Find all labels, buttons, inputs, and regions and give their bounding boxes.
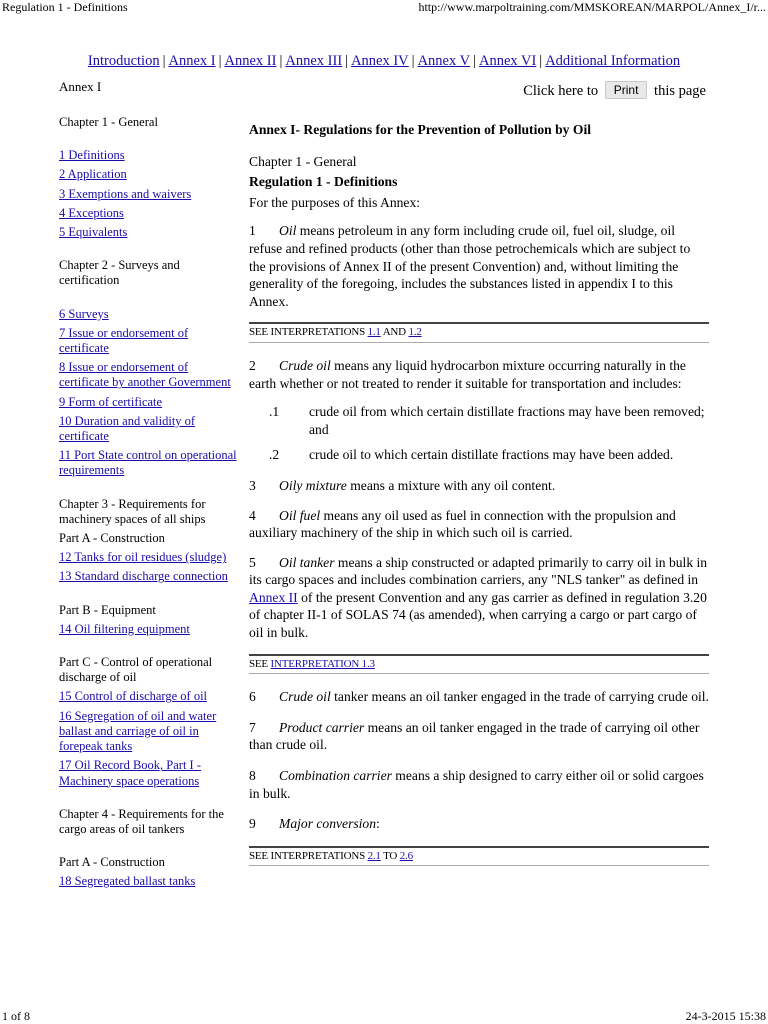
- print-text-after: this page: [654, 83, 706, 99]
- interpretation-link-1-2[interactable]: 1.2: [408, 326, 422, 339]
- interpretation-link-2-6[interactable]: 2.6: [399, 849, 413, 862]
- definition-2-sub-1: .1 crude oil from which certain distillate fractions may have been removed; and: [269, 404, 705, 437]
- sidebar-chapter-4: Chapter 4 - Requirements for the cargo areas of oil tankers: [59, 806, 224, 836]
- nav-annex-3[interactable]: Annex III: [285, 53, 343, 69]
- sidebar-part-c: Part C - Control of operational discharge of oil: [59, 655, 213, 685]
- definition-4: 4 Oil fuel means any oil used as fuel in connection with the propulsion and auxiliary machinery of the ship in which such oil is carried.: [249, 507, 676, 541]
- interpretation-note-2: SEE INTERPRETATION 1.3: [249, 657, 375, 670]
- sidebar-link[interactable]: 8 Issue or endorsement of certificate by another Government: [59, 360, 231, 390]
- definition-8: 8 Combination carrier means a ship designed to carry either oil or solid cargoes in bulk.: [249, 768, 704, 801]
- annex-ii-link[interactable]: Annex II: [249, 589, 298, 605]
- sidebar-link[interactable]: 15 Control of discharge of oil: [59, 689, 208, 704]
- sidebar-link[interactable]: 16 Segregation of oil and water ballast and carriage of oil in forepeak tanks: [59, 708, 217, 754]
- sidebar-link[interactable]: 3 Exemptions and waivers: [59, 186, 192, 201]
- nav-annex-1[interactable]: Annex I: [168, 53, 216, 69]
- main-content: [249, 121, 709, 866]
- definition-3: 3 Oily mixture means a mixture with any oil content.: [249, 477, 556, 493]
- definition-2-sub-2: .2 crude oil to which certain distillate fractions may have been added.: [269, 447, 674, 463]
- definition-7: 7 Product carrier means an oil tanker engaged in the trade of carrying oil other than crude oil.: [249, 719, 700, 753]
- definition-9: 9 Major conversion:: [249, 816, 380, 832]
- definition-6: 6 Crude oil tanker means an oil tanker engaged in the trade of carrying crude oil.: [249, 689, 709, 705]
- sidebar-link[interactable]: 12 Tanks for oil residues (sludge): [59, 550, 227, 565]
- print-datetime: 24-3-2015 15:38: [685, 1009, 766, 1023]
- nav-annex-4[interactable]: Annex IV: [351, 53, 409, 69]
- nav-annex-5[interactable]: Annex V: [417, 53, 471, 69]
- annex-title: Annex I- Regulations for the Prevention of Pollution by Oil: [249, 122, 591, 137]
- definition-5: 5 Oil tanker means a ship constructed or adapted primarily to carry oil in bulk in its cargo spaces and includes combination carriers, any "NLS tanker" as defined in Annex II of the present Convention and any gas carrier as defined in regulation 3.20 of chapter II-1 of SOLAS 74 (as amended), when carrying a cargo or part cargo of oil in bulk.: [249, 554, 708, 641]
- sidebar-link[interactable]: 4 Exceptions: [59, 205, 124, 220]
- annex-label: Annex I: [59, 79, 102, 94]
- print-row: [523, 81, 706, 100]
- definition-2: 2 Crude oil means any liquid hydrocarbon mixture occurring naturally in the earth whether or not treated to render it suitable for transportation and includes:: [249, 357, 686, 391]
- interpretation-link-1-1[interactable]: 1.1: [367, 326, 381, 339]
- sidebar-link[interactable]: 5 Equivalents: [59, 225, 128, 240]
- interpretation-link-1-3[interactable]: INTERPRETATION 1.3: [270, 657, 375, 670]
- print-text-before: Click here to: [523, 83, 599, 99]
- sidebar-part-b: Part B - Equipment: [59, 602, 156, 617]
- print-button[interactable]: Print: [605, 81, 648, 99]
- sidebar-link[interactable]: 13 Standard discharge connection: [59, 569, 228, 584]
- sidebar-link[interactable]: 9 Form of certificate: [59, 394, 163, 409]
- page-header-url: http://www.marpoltraining.com/MMSKOREAN/MARPOL/Annex_I/r...: [418, 0, 766, 14]
- sidebar-chapter-2: Chapter 2 - Surveys and certification: [59, 258, 180, 288]
- sidebar-link[interactable]: 7 Issue or endorsement of certificate: [59, 325, 189, 356]
- chapter-heading: Chapter 1 - General: [249, 153, 357, 169]
- nav-additional-information[interactable]: Additional Information: [545, 53, 681, 69]
- sidebar-part-a: Part A - Construction: [59, 531, 165, 546]
- sidebar-toc: [59, 115, 241, 890]
- sidebar-link[interactable]: 17 Oil Record Book, Part I - Machinery space operations: [59, 758, 201, 788]
- sidebar-chapter-1: Chapter 1 - General: [59, 115, 158, 129]
- interpretation-note-3: SEE INTERPRETATIONS 2.1 TO 2.6: [249, 849, 413, 862]
- sidebar-chapter-3: Chapter 3 - Requirements for machinery spaces of all ships: [59, 496, 206, 526]
- sidebar-part-a-cargo: Part A - Construction: [59, 855, 165, 870]
- sidebar-link[interactable]: 2 Application: [59, 167, 127, 182]
- sidebar-link[interactable]: 1 Definitions: [59, 148, 125, 163]
- sidebar-link[interactable]: 14 Oil filtering equipment: [59, 621, 190, 636]
- page-number: 1 of 8: [2, 1009, 30, 1023]
- sidebar-link[interactable]: 10 Duration and validity of certificate: [59, 413, 196, 444]
- regulation-heading: Regulation 1 - Definitions: [249, 174, 398, 190]
- sidebar-link[interactable]: 18 Segregated ballast tanks: [59, 874, 196, 889]
- nav-introduction[interactable]: Introduction: [87, 53, 160, 69]
- interpretation-note-1: SEE INTERPRETATIONS 1.1 AND 1.2: [249, 326, 422, 339]
- top-navigation: Introduction | Annex I | Annex II | Annex III | Annex IV | Annex V | Annex VI | Additional Information: [87, 53, 681, 69]
- nav-annex-6[interactable]: Annex VI: [478, 53, 537, 69]
- sidebar-link[interactable]: 6 Surveys: [59, 306, 109, 321]
- sidebar-link[interactable]: 11 Port State control on operational requirements: [59, 448, 237, 478]
- page-header-title: Regulation 1 - Definitions: [2, 0, 128, 14]
- definition-1: 1 Oil means petroleum in any form including crude oil, fuel oil, sludge, oil refuse and refined products (other than those petrochemicals which are subject to the provisions of Annex II of the present Convention) and, without limiting the generality of the foregoing, includes the substances listed in appendix I to this Annex.: [249, 223, 691, 309]
- nav-annex-2[interactable]: Annex II: [224, 53, 277, 69]
- interpretation-link-2-1[interactable]: 2.1: [367, 849, 381, 862]
- intro-text: For the purposes of this Annex:: [249, 194, 421, 210]
